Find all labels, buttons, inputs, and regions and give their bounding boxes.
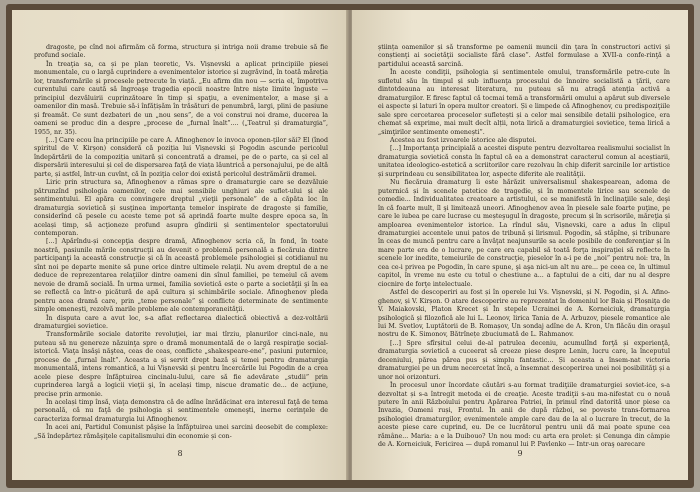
- paragraph: [...] Spre sfîrșitul celui de-al patrulea deceniu, acumulînd forţă și experienţă, dramaturgia sovietică a cuceerat să creeze piese despre Lenin, lucru care, la începutul deceniului, părea părea pus și simplu fantastic... Și aceasta a însem-nat victoria dramaturgiei pe un drum necercetat încă, a însemnat descoperirea unei noi posibilităţi și a unor noi orizonturi.: [378, 339, 670, 381]
- paragraph: În același timp însă, viaţa demonstra că de adîne înrădăcinat era interesul faţă de tema personală, că nu faţă de psihologia și sentimentele omeneşti, inerne cerinţele de caracteriza formal dramaturgia lui Afinoghenov.: [34, 399, 328, 423]
- page-number-right: 9: [517, 449, 523, 458]
- paragraph: În procesul unor încordate căutări s-au format tradiţiile dramaturgiei soviet-ice, s-a dezvoltat și s-a întregit metoda ei de creaţie. Aceste tradiţii s-au ma-nifestat cu o nouă putere în anii Războiului pentru Apărarea Patriei, în primul rînd datorită unor piese ca Invazia, Oameni ruși, Frontul. În anii de după război, se poveste trans-formarea psihologiei dramaturgilor, evenimentele ample care dau de la al o lucrare în trecut, de la aceste piese care cuprind, eu. De ce lucrătorul pentru unii dă mai poate spune cea rămâne... Maria: a e la Duibouo? Un nou mod: cu arta era prolet: și Cenunga din câmpie de A. Korneiciuk, Fericirea — după romanul lui P. Pavlenko — Intr-un oraş oarecare: [378, 382, 670, 449]
- paragraph: Nu fiecăruia dramaturg îi este hărăzit universalismul shakespearean, adoma de puternică și în scenele patetice de tragedie, și în momentele lirice sau scenele de comedie... Individualitatea creatoare a artistului, ce se manifestă în înclinaţiile sale, deşi în că foarte mult, îl şi limitează uneori. Afinoghenov avea în piesele sale foarte puţine, pe care le iubea pe care lucrase cu meșteşugul în dragoste, precum și în scrisorile, măreţia și amploarea evenimentelor istorice. La rîndul său, Vișnevski, care a adus în clipul dramaturgiei accentele unui patos de tribună și lirismul. Pogodin, să stăpîne, și tribunare în ceas de muncă pentru care a învăţat neajunsurile sa acele posibile de conferenţiar și în mare parte era de o lucrare, pe care era capabil să toată forţa inspiraţiei să reflecte în scenele lor inedite, temeiurile de construcţie, pieselor în a-i pe de „noi” pentru noi: tra, în cea ce-i privea pe Pogodin, în care spune, şi aşa nici-un alt nu are... pe ceea ce, în ultimul capitol, în vreme nu este cu totul o chestiune a... a faptului de a citi, dar nu al despre ciocnire de forţe intelectuale.: [378, 179, 670, 288]
- right-page: [352, 10, 688, 480]
- page-number-left: 8: [177, 449, 183, 458]
- paragraph: În aceste condiţii, psihologia și sentimentele omului, transformările petre-cute în sufletul său în timpul și sub influenţa procesului de înnoire socialistă a ţării, care dintotdeauna au interesat literatura, nu puteau să nu atragă atenţia activă a dramaturgilor. E firesc faptul că tocmai temă a transformării omului a apărut sub diversele ei aspecte și laturi în opera multor creatori. Și e limpede că Afinoghenov, cu predispoziţiile sale spre cercetarea proceselor sufletești și a celor mai sensibile detalii psihologice, era chemat să exprime, mai mult decît alții, nota lirică a dramaturgiei sovietice, tema lirică a „simţirilor sentimente omenești”.: [378, 69, 670, 136]
- left-page-text: [34, 44, 328, 441]
- paragraph: Astfel de descoperiri au fost și în operele lui Vs. Vișnevski, și N. Pogodin, și A. Afino-ghenov, și V. Kirșon. O atare descoperire au reprezentat în domeniul lor Baia și Ploșniţa de V. Maiakovski, Platon Krecet și În stepele Ucrainei de A. Korneiciuk, dramaturgia psihologică și filozofică ale lui L. Leonov, lirica Tania de A. Arbuzov, piesele romantice ale lui M. Svetlov, Luptătorii de B. Romașov, Un sondaj adîne de A. Kron, Un flăcău din oraşul nostru de K. Simonov, Bătrînețe zbuciumată de L. Rahmanov.: [378, 289, 670, 339]
- paragraph: Acestea au fost izvoarele istorice ale disputei.: [390, 136, 537, 144]
- paragraph: dragoste, pe cînd noi afirmăm că forma, structura și intriga noii drame trebuie să fie profund sociale.: [34, 44, 328, 60]
- paragraph: [...] Care ecou îna principiile pe care A. Afinoghenov le invoca oponen-ţilor săi? El (înod spiritul de V. Kirșon) consideră că poziția lui Vișnevski și Pogodin ascunde pericolul îndepărtării de la compoziția unitară și concentrată a dramei, pe de o parte, ca și cel al dispersării interesului și cel de dispersarea faţă de viața lăuntrică a personajului, pe de altă parte, și astfel, într-un cuvînt, că în poziţia celor doi există pericolul destrămării dramei.: [34, 136, 328, 178]
- left-page: [12, 10, 348, 480]
- paragraph: În treaţia sa, ca și pe plan teoretic, Vs. Vișnevski a aplicat principiile piesei monumentale, cu o largă cuprindere a evenimentelor istorice și zugrăvind, în toată măreția lor, transformările și procesele petrecute în viață. „Eu afirm din nou — scria el, împotriva curentului care caută să îngroaşe tragedia epocii noastre între niște limite înguste — principiul dezvăluirii cuprinzătoare în timp și spaţiu, a evenimentelor, a mase şi a oamenilor din masă. Trebuie să-i înfățișăm în trăsături de penumbră, largi, plini de pasiune și freamăt. Ce sunt dezbateri de un „nou sens”, de a voi construi noi drame, ducerea la oameni se produc din a despre „procese de „furnal înalt”.... („Teatrul și dramaturgia”, 1955, nr. 35).: [34, 60, 328, 136]
- right-page-text: [378, 44, 670, 450]
- paragraph: știința oamenilor și să transforme pe oamenii muncii din ţara în constructori activi și conștienţi ai societăţii socialiste fără clase”. Astfel formulase a XVII-a confe-rinţă a partidului această sarcină.: [378, 44, 670, 68]
- paragraph: În acei ani, Partidul Comunist păşise la înfăptuirea unei sarcini deosebit de complexe: „Să îndepărtez rămăşiţele capitalismului din economie și con-: [34, 424, 328, 440]
- paragraph: Transformările sociale datorite revoluţiei, iar mai tîrziu, planurilor cinci-nale, nu puteau să nu genereze năzuinţa spre o dramă monumentală de o largă respiraţie social-istorică. Viaţa însăşi năştea, ceas de ceas, conflicte „shakespeare-ene”, pasiuni puternice, procese de „furnal înalt”. Aceasta a și servit drept bază și temei pentru dramaturgia monumentală, intens romantică, a lui Vișnevski și pentru încercările lui Pogodin de a crea acele piese despre înfăptuirea cincinalu-lului, care să fie adevărate „studii” prin cuprinderea largă a logicii vieţii şi, în același timp, niscue dramatic de... de acţiune, precise prin armonie.: [34, 331, 328, 398]
- paragraph: Liric prin structura sa, Afinoghenov a rămas spre o dramaturgie care se dezvăluie pătrunzînd psihologia oamenilor, cele mai sensibile unghiuri ale suflet-ului și ale sentimentului. El apăra cu convingere dreptul „vieţii personale” de a căpăta loc în dramaturgia sovietică și susţinea importanţa temelor inspirate de dragoste și familie, considerînd că pesele cu aceste teme pot să aprindă foarte multe despre epoca sa, în același timp, să acţioneze profund asupra gîndirii și sentimentelor spectatorului contemporan.: [34, 179, 328, 237]
- open-book: [6, 4, 694, 488]
- paragraph: În disputa care a avut loc, s-a aflat reflectarea dialectică obiectivă a dez-voltării dramaturgiei sovietice.: [34, 314, 328, 330]
- paragraph: [...] Importanţa principială a acestei dispute pentru dezvoltarea realismului socialist în dramaturgia sovietică consta în faptul că ea a demonstrat caracterul comun al aceștiarii, unitatea ideologico-estetică a scriitorilor care rezolvau în chip diferit sarcinile lor artistice și surprindeau cu sensibilitatea lor, aspecte diferite ale realităţii.: [378, 145, 670, 178]
- paragraph: [...] Apărîndu-și concepţia despre dramă, Afinoghenov scria că, în fond, în toate noastră, pasiunile mările construcţii au devenit o problemă personală a fiecăruia dintre participanţi la această construcţie și că în această problemele psihologiei și cotidianul nu sînt noi pe departe menite să pune orice dintre ultimele relaţii. Nu avem dreptul de a ne deduce de reprezentarea relaţiilor dintre oameni din sînul familiei, pe temeiul că avem nevoie de dramă socială. În urma urmei, familia sovietică este o parte a societăţii şi în ea se reflectă ca într-o picătură de apă cultura și schimbările sociale. Afinoghenov pleda pentru acea dramă care, prin „teme personale” și conflicte determinate de sentimente simple omenești, rezolvă marile probleme ale contemporaneităţii.: [34, 238, 328, 314]
